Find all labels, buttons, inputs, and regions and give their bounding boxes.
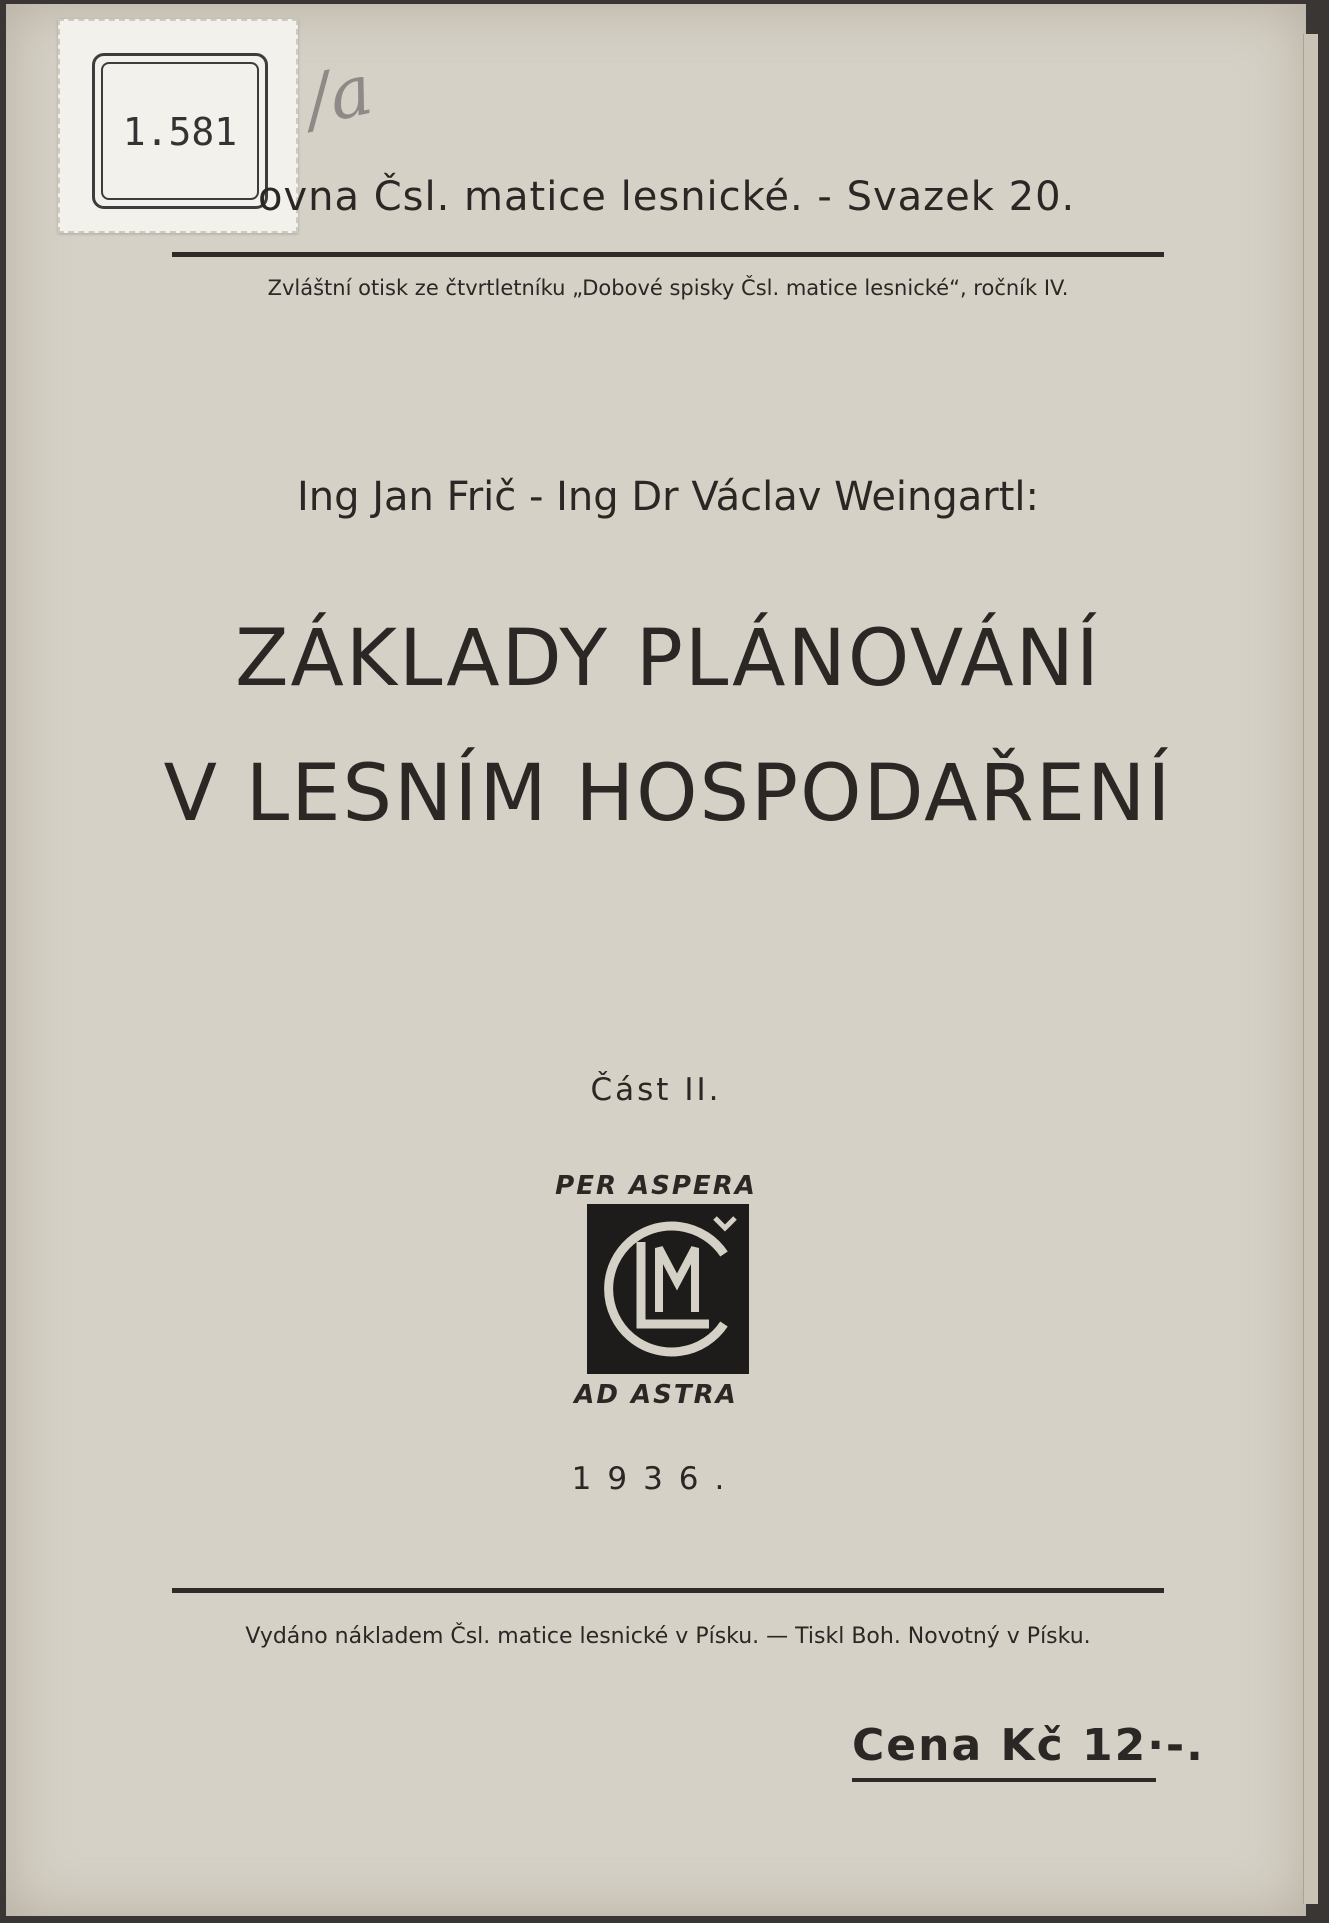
stamp-frame [92,53,268,209]
authors: Ing Jan Frič - Ing Dr Václav Weingartl: [296,474,1040,520]
top-rule [172,252,1164,257]
logo-motto-top: PER ASPERA [555,1171,757,1201]
price-underline [852,1778,1156,1782]
publisher-line: Vydáno nákladem Čsl. matice lesnické v Písku. — Tiskl Boh. Novotný v Písku. [245,1624,1091,1649]
price-label: Cena Kč 12·-. [852,1720,1205,1771]
pencil-note: /a [298,48,380,142]
series-line: ovna Čsl. matice lesnické. - Svazek 20. [258,174,1076,220]
publication-year: 1936. [571,1461,741,1497]
book-cover [6,4,1306,1916]
part-label: Část II. [590,1072,722,1108]
bottom-rule [172,1588,1164,1593]
stamp-number: 1.581 [122,110,238,154]
publisher-logo-icon [587,1204,749,1374]
page-edge [1303,34,1318,1904]
logo-motto-bottom: AD ASTRA [574,1380,738,1410]
subtitle-line: Zvláštní otisk ze čtvrtletníku „Dobové spisky Čsl. matice lesnické“, ročník IV. [267,276,1069,300]
title-line-2: V LESNÍM HOSPODAŘENÍ [163,749,1173,839]
title-line-1: ZÁKLADY PLÁNOVÁNÍ [235,614,1101,704]
